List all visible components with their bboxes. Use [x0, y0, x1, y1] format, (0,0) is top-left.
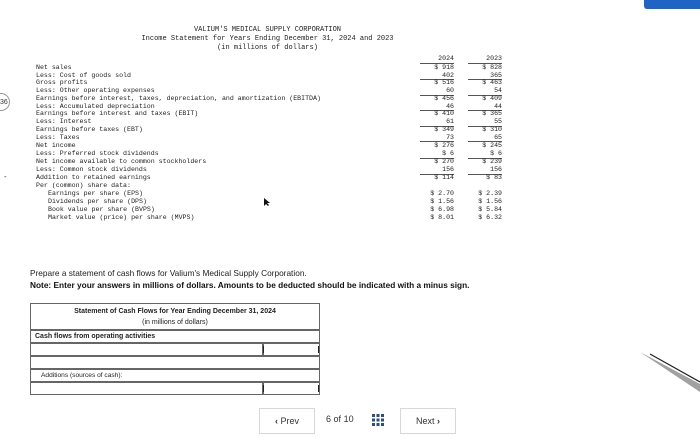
statement-row-label: Less: Cost of goods sold [36, 71, 131, 79]
statement-row-label: Dividends per share (DPS) [48, 198, 147, 205]
statement-value-2023: $ 463 [482, 79, 502, 87]
statement-row-label: Earnings before taxes (EBT) [36, 126, 143, 133]
statement-value-2024: $ 276 [434, 142, 454, 149]
statement-row-label: Earnings before interest, taxes, depreciation, and amortization (EBITDA) [36, 94, 321, 102]
statement-value-2024: $ 516 [434, 79, 454, 87]
statement-value-2024: 61 [420, 118, 454, 127]
pen-icon [640, 352, 700, 392]
mouse-cursor-icon [263, 197, 271, 207]
statement-row-label: Less: Taxes [36, 133, 80, 141]
input-separator [263, 346, 264, 353]
statement-value-2023: $ 83 [486, 174, 502, 181]
statement-value-2024: $ 2.70 [430, 190, 454, 197]
cash-flow-units: (in millions of dollars) [142, 319, 208, 326]
statement-value-2023: $ 239 [482, 158, 502, 165]
statement-value-2023: $ 5.84 [478, 206, 502, 213]
statement-row-label: Less: Other operating expenses [36, 87, 155, 94]
page-total: 10 [343, 414, 354, 424]
statement-value-2024: 73 [420, 134, 454, 143]
input-separator [318, 346, 319, 353]
statement-value-2023: $ 6 [468, 150, 502, 159]
grid-icon[interactable] [371, 413, 385, 427]
statement-row-label: Book value per share (BVPS) [48, 206, 155, 213]
cash-flow-amount-input-1[interactable] [263, 343, 320, 356]
statement-value-2024: $ 1.56 [430, 198, 454, 205]
edge-mark: - [4, 172, 7, 181]
statement-row-label: Gross profits [36, 79, 88, 87]
input-separator [263, 385, 264, 392]
statement-value-2023: $ 6.32 [478, 214, 502, 221]
statement-value-2024: $ 456 [434, 94, 454, 102]
page-current: 6 [326, 414, 332, 424]
operating-activities-heading: Cash flows from operating activities [30, 330, 320, 343]
statement-value-2023: 365 [468, 72, 502, 81]
statement-row-label: Less: Accumulated depreciation [36, 102, 155, 110]
statement-row-label: Less: Common stock dividends [36, 166, 147, 173]
cash-flow-header [30, 303, 320, 330]
statement-value-2024: $ 270 [434, 158, 454, 165]
statement-value-2024: $ 349 [434, 126, 454, 133]
statement-value-2024: $ 114 [434, 174, 454, 181]
chevron-right-icon: › [437, 416, 441, 426]
statement-row-label: Less: Interest [36, 118, 92, 126]
statement-value-2024: $ 410 [434, 110, 454, 118]
statement-value-2024: 60 [420, 87, 454, 96]
input-separator [318, 385, 319, 392]
prev-label: Prev [280, 416, 300, 426]
statement-value-2023: 55 [468, 118, 502, 127]
cash-flow-amount-input-2[interactable] [263, 382, 320, 395]
year-header-2024: 2024 [438, 55, 454, 62]
cash-flow-title: Statement of Cash Flows for Year Ending December 31, 2024 [74, 308, 276, 315]
statement-value-2024: 402 [420, 72, 454, 81]
statement-row-label: Per (common) share data: [36, 182, 131, 189]
statement-value-2023: 54 [468, 87, 502, 96]
cash-flow-label-input-1[interactable] [30, 343, 263, 356]
company-name: VALIUM'S MEDICAL SUPPLY CORPORATION [193, 26, 342, 34]
statement-value-2023: $ 409 [482, 94, 502, 102]
statement-units: (in millions of dollars) [217, 44, 318, 52]
statement-row-label: Market value (price) per share (MVPS) [48, 214, 195, 221]
statement-value-2024: $ 918 [434, 64, 454, 71]
cash-flow-label-input-2[interactable] [30, 382, 263, 395]
prev-button[interactable] [259, 408, 315, 434]
statement-row-label: Net income [36, 142, 76, 149]
statement-row-label: Addition to retained earnings [36, 174, 151, 181]
statement-row-label: Less: Preferred stock dividends [36, 150, 159, 157]
statement-value-2023: $ 2.39 [478, 190, 502, 197]
statement-value-2023: $ 828 [482, 64, 502, 71]
statement-value-2024: 156 [420, 166, 454, 175]
chevron-left-icon: ‹ [274, 416, 278, 426]
statement-value-2024: 46 [420, 103, 454, 112]
cash-flow-blank-row [30, 356, 320, 369]
statement-value-2023: 65 [468, 134, 502, 143]
question-number: 36 [0, 99, 8, 106]
statement-row-label: Earnings per share (EPS) [48, 190, 143, 197]
statement-value-2023: $ 310 [482, 126, 502, 133]
statement-value-2023: $ 245 [482, 142, 502, 149]
additions-label: Additions (sources of cash): [30, 369, 320, 382]
statement-row-label: Earnings before interest and taxes (EBIT) [36, 110, 199, 118]
statement-row-label: Net income available to common stockholders [36, 158, 207, 165]
next-button[interactable] [400, 408, 456, 434]
statement-row-label: Net sales [36, 64, 72, 71]
statement-title: Income Statement for Years Ending December 31, 2024 and 2023 [141, 35, 394, 43]
question-note: Note: Enter your answers in millions of dollars. Amounts to be deducted should be indicated with a minus sign. [30, 280, 470, 290]
next-label: Next [415, 416, 435, 426]
top-action-button[interactable] [644, 0, 700, 9]
page-of: of [333, 414, 342, 424]
statement-value-2024: $ 8.01 [430, 214, 454, 221]
question-prompt: Prepare a statement of cash flows for Valium's Medical Supply Corporation. [30, 268, 307, 278]
statement-value-2024: $ 6 [420, 150, 454, 159]
statement-value-2023: $ 365 [482, 110, 502, 118]
statement-value-2023: 44 [468, 103, 502, 112]
year-header-2023: 2023 [486, 55, 502, 62]
statement-value-2024: $ 6.98 [430, 206, 454, 213]
page-indicator [326, 414, 354, 424]
statement-value-2023: $ 1.56 [478, 198, 502, 205]
statement-value-2023: 156 [468, 166, 502, 175]
